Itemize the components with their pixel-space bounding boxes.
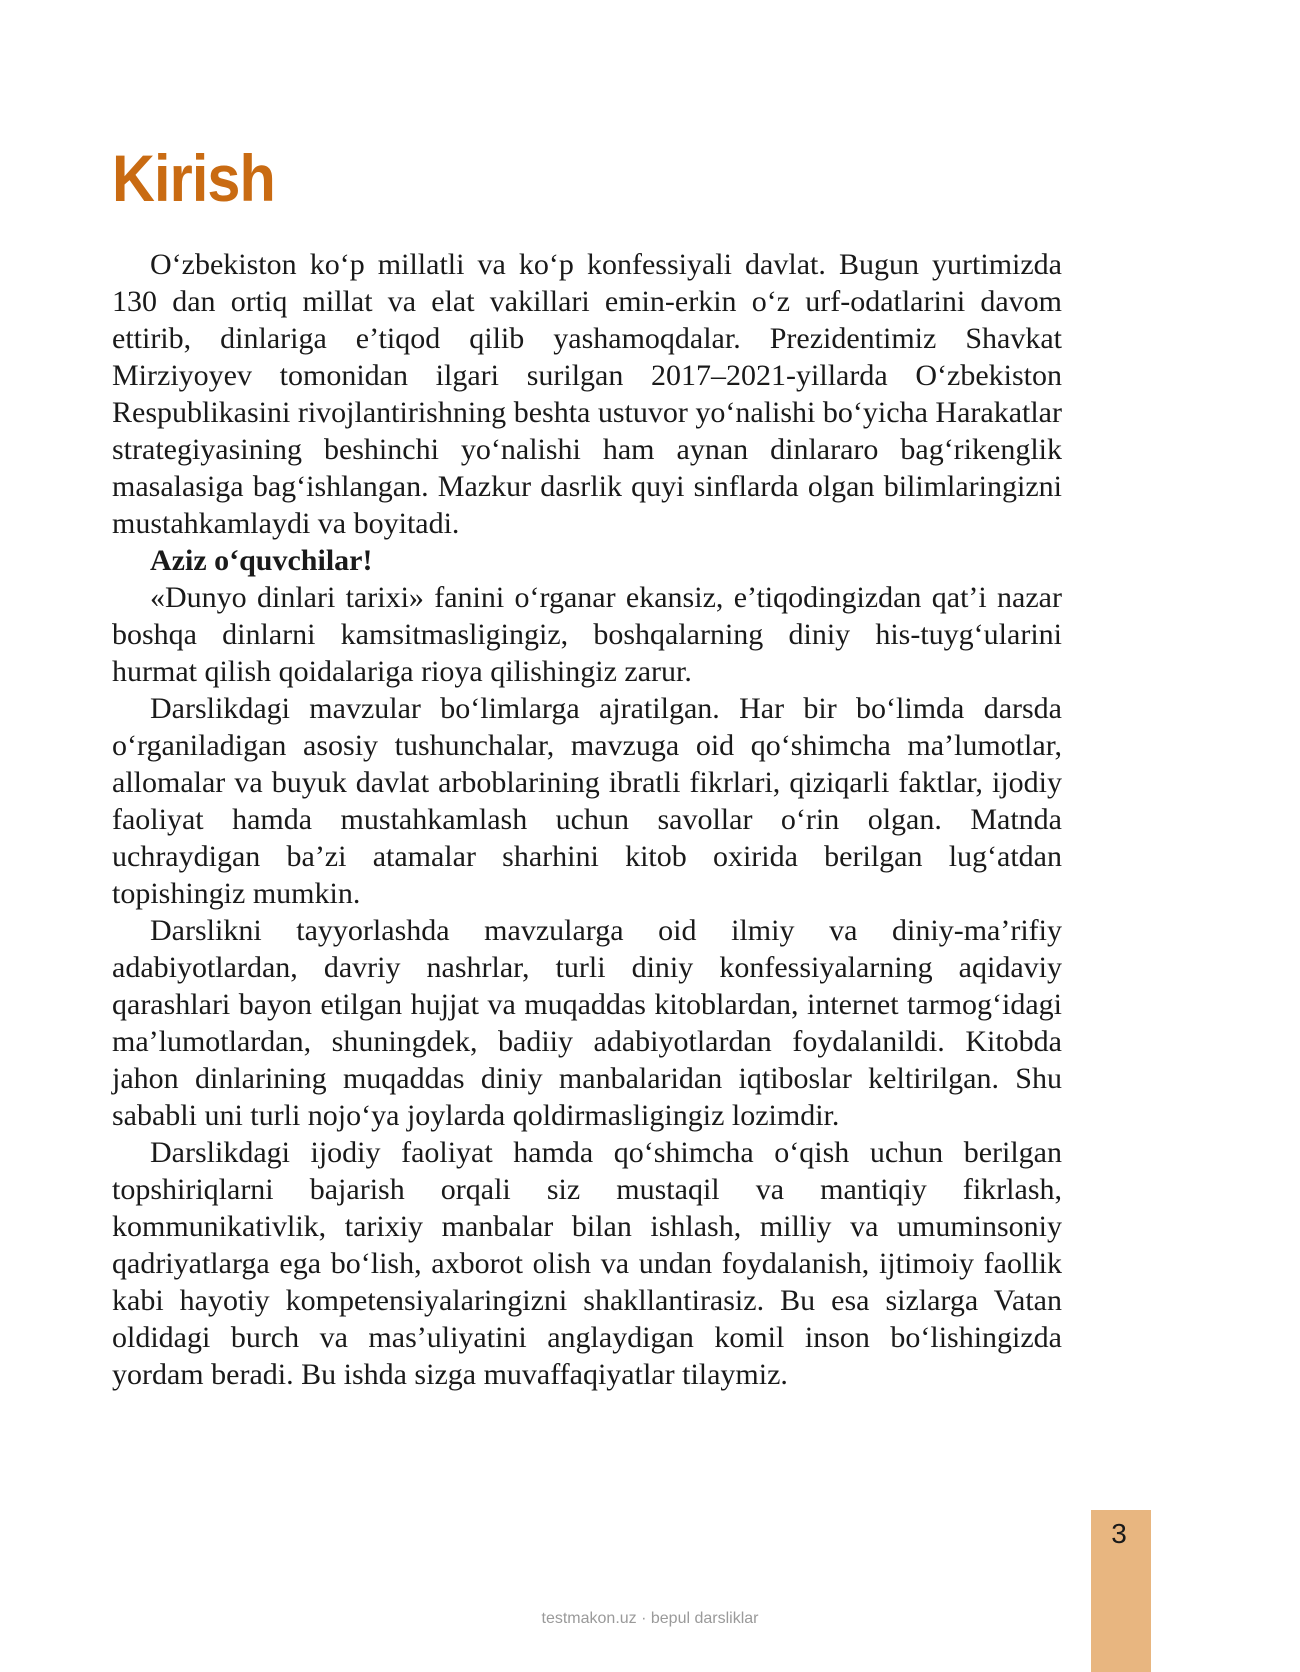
page-number-tab — [1091, 1510, 1151, 1672]
page-number: 3 — [1111, 1518, 1127, 1549]
greeting-heading: Aziz o‘quvchilar! — [150, 544, 373, 577]
page-title: Kirish — [112, 141, 275, 215]
paragraph-subject: «Dunyo dinlari tarixi» fanini o‘rganar ekansiz, e’tiqodingizdan qat’i nazar boshqa dinlarni kamsitmasligingiz, boshqalarning diniy his-tuyg‘ularini hurmat qilish qoidalariga rioya qilishingiz zarur. — [112, 581, 1062, 688]
watermark: testmakon.uz · bepul darsliklar — [541, 1610, 759, 1627]
paragraph-sources: Darslikni tayyorlashda mavzularga oid ilmiy va diniy-ma’rifiy adabiyotlardan, davriy nashrlar, turli diniy konfessiyalarning aqidaviy qarashlari bayon etilgan hujjat va muqaddas kitoblardan, internet tarmog‘idagi ma’lumotlardan, shuningdek, badiiy adabiyotlardan foydalanildi. Kitobda jahon dinlarining muqaddas diniy manbalaridan iqtiboslar keltirilgan. Shu sababli uni turli nojo‘ya joylarda qoldirmasligingiz lozimdir. — [112, 914, 1062, 1132]
paragraph-structure: Darslikdagi mavzular bo‘limlarga ajratilgan. Har bir bo‘limda darsda o‘rganiladigan asosiy tushunchalar, mavzuga oid qo‘shimcha ma’lumotlar, allomalar va buyuk davlat arboblarining ibratli fikrlari, qiziqarli faktlar, ijodiy faoliyat hamda mustahkamlash uchun savollar o‘rin olgan. Matnda uchraydigan ba’zi atamalar sharhini kitob oxirida berilgan lug‘atdan topishingiz mumkin. — [112, 692, 1062, 910]
paragraph-intro: O‘zbekiston ko‘p millatli va ko‘p konfessiyali davlat. Bugun yurtimizda 130 dan ortiq millat va elat vakillari emin-erkin o‘z urf-odatlarini davom ettirib, dinlariga e’tiqod qilib yashamoqdalar. Prezidentimiz Shavkat Mirziyoyev tomonidan ilgari surilgan 2017–2021-yillarda O‘zbekiston Respublikasini rivojlantirishning beshta ustuvor yo‘nalishi bo‘yicha Harakatlar strategiyasining beshinchi yo‘nalishi ham aynan dinlararo bag‘rikenglik masalasiga bag‘ishlangan. Mazkur dasrlik quyi sinflarda olgan bilimlaringizni mustahkamlaydi va boyitadi. — [112, 248, 1062, 540]
main-text — [112, 246, 1062, 1393]
paragraph-competencies: Darslikdagi ijodiy faoliyat hamda qo‘shimcha o‘qish uchun berilgan topshiriqlarni bajarish orqali siz mustaqil va mantiqiy fikrlash, kommunikativlik, tarixiy manbalar bilan ishlash, milliy va umuminsoniy qadriyatlarga ega bo‘lish, axborot olish va undan foydalanish, ijtimoiy faollik kabi hayotiy kompetensiyalaringizni shakllantirasiz. Bu esa sizlarga Vatan oldidagi burch va mas’uliyatini anglaydigan komil inson bo‘lishingizda yordam beradi. Bu ishda sizga muvaffaqiyatlar tilaymiz. — [112, 1136, 1062, 1391]
